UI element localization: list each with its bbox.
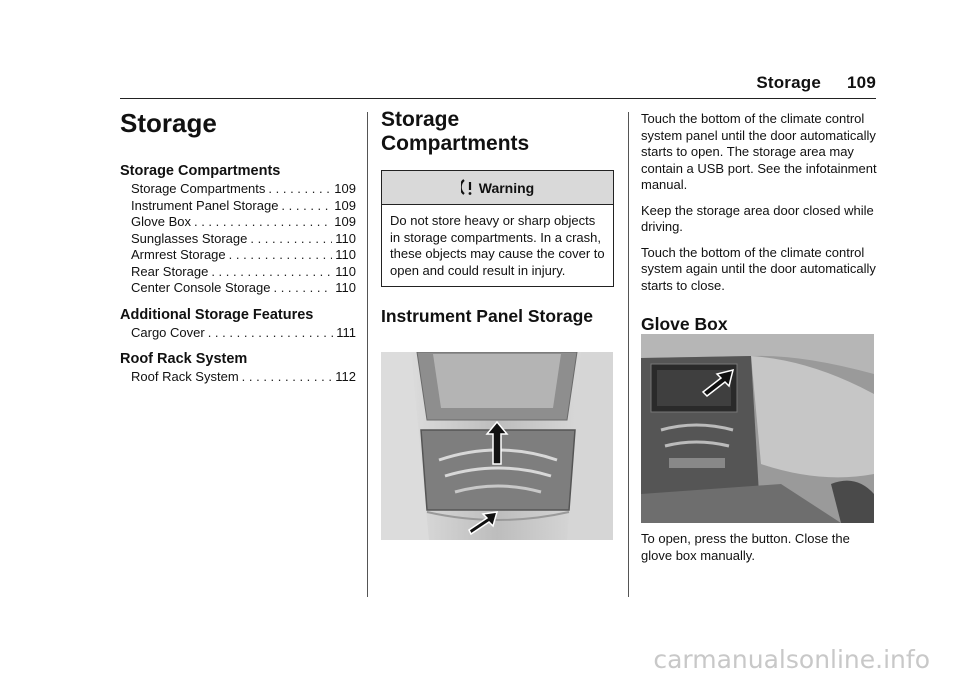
- dot-leader: [229, 247, 333, 264]
- toc-entry-page: 110: [335, 263, 356, 279]
- storage-compartments-heading: [381, 108, 615, 156]
- dot-leader: [194, 214, 331, 231]
- toc-entry[interactable]: [120, 264, 356, 281]
- toc-entry[interactable]: [120, 181, 356, 198]
- toc-section: [120, 307, 356, 342]
- page-number: 109: [847, 73, 876, 92]
- dot-leader: [281, 198, 331, 215]
- toc-entry-label: Glove Box: [131, 214, 191, 229]
- toc-section-title: Additional Storage Features: [120, 306, 314, 323]
- section-toc: [120, 106, 356, 396]
- toc-entry-label: Center Console Storage: [131, 280, 271, 295]
- warning-label: Warning: [478, 179, 535, 196]
- glove-box-figure: [641, 334, 874, 523]
- glove-box-heading: Glove Box: [641, 314, 728, 334]
- column-divider: [628, 112, 629, 597]
- toc-entry-label: Roof Rack System: [131, 369, 239, 384]
- glove-box-caption: To open, press the button. Close the glove box manually.: [641, 531, 850, 563]
- instrument-panel-storage-heading: Instrument Panel Storage: [381, 306, 593, 326]
- dot-leader: [242, 369, 333, 386]
- toc-entry-label: Armrest Storage: [131, 247, 226, 262]
- toc-entry-label: Sunglasses Storage: [131, 230, 248, 246]
- toc-section: [120, 163, 356, 297]
- toc-entry-page: 110: [335, 230, 356, 246]
- column-3: [641, 111, 877, 335]
- toc-entry[interactable]: [120, 247, 356, 264]
- toc-entry[interactable]: [120, 280, 356, 297]
- toc-entry-label: Rear Storage: [131, 263, 209, 279]
- toc-entry-label: Instrument Panel Storage: [131, 197, 279, 213]
- header-rule: [120, 98, 876, 99]
- column-divider: [367, 112, 368, 597]
- toc-entry-page: 109: [334, 214, 356, 229]
- running-head-section: Storage: [756, 73, 822, 92]
- section-title: Storage: [120, 108, 217, 138]
- toc-entry[interactable]: [120, 214, 356, 231]
- warning-icon: [461, 179, 475, 197]
- toc-entry[interactable]: [120, 198, 356, 215]
- toc-sections: [120, 163, 356, 386]
- column-2: [381, 108, 615, 327]
- warning-text: Do not store heavy or sharp objects in storage compartments. In a crash, these objects may cause the cover to open and could result in injury.: [390, 213, 605, 278]
- paragraph: Touch the bottom of the climate control system panel until the door automatically starts to open. The storage area may contain a USB port. See the infotainment manual.: [641, 111, 877, 192]
- paragraph: Touch the bottom of the climate control system again until the door automatically starts to close.: [641, 244, 876, 293]
- toc-entry-page: 112: [335, 369, 356, 384]
- toc-entry-page: 109: [334, 197, 356, 213]
- toc-entry-label: Storage Compartments: [131, 181, 266, 196]
- toc-entry-page: 111: [336, 324, 356, 340]
- dot-leader: [211, 264, 332, 281]
- warning-header: [382, 171, 613, 205]
- toc-entry-label: Cargo Cover: [131, 324, 205, 340]
- watermark-text: carmanualsonline.info: [653, 645, 930, 674]
- paragraph: Keep the storage area door closed while driving.: [641, 202, 874, 234]
- warning-box: [381, 170, 614, 287]
- instrument-panel-figure: [381, 352, 613, 540]
- toc-entry[interactable]: [120, 369, 356, 386]
- toc-entry-page: 110: [335, 280, 356, 295]
- toc-section-title: Storage Compartments: [120, 163, 281, 179]
- toc-section: [120, 351, 356, 386]
- toc-entry[interactable]: [120, 325, 356, 342]
- dot-leader: [208, 325, 334, 342]
- glove-box-illustration: [641, 334, 874, 523]
- toc-entry-page: 109: [334, 181, 356, 196]
- toc-entry[interactable]: [120, 231, 356, 248]
- dot-leader: [250, 231, 332, 248]
- instrument-panel-illustration: [381, 352, 613, 540]
- heading-line: Compartments: [381, 132, 530, 155]
- dot-leader: [268, 181, 331, 198]
- heading-line: Storage: [381, 108, 460, 131]
- dot-leader: [273, 280, 332, 297]
- running-head: [756, 73, 876, 93]
- toc-entry-page: 110: [335, 247, 356, 262]
- toc-section-title: Roof Rack System: [120, 351, 248, 367]
